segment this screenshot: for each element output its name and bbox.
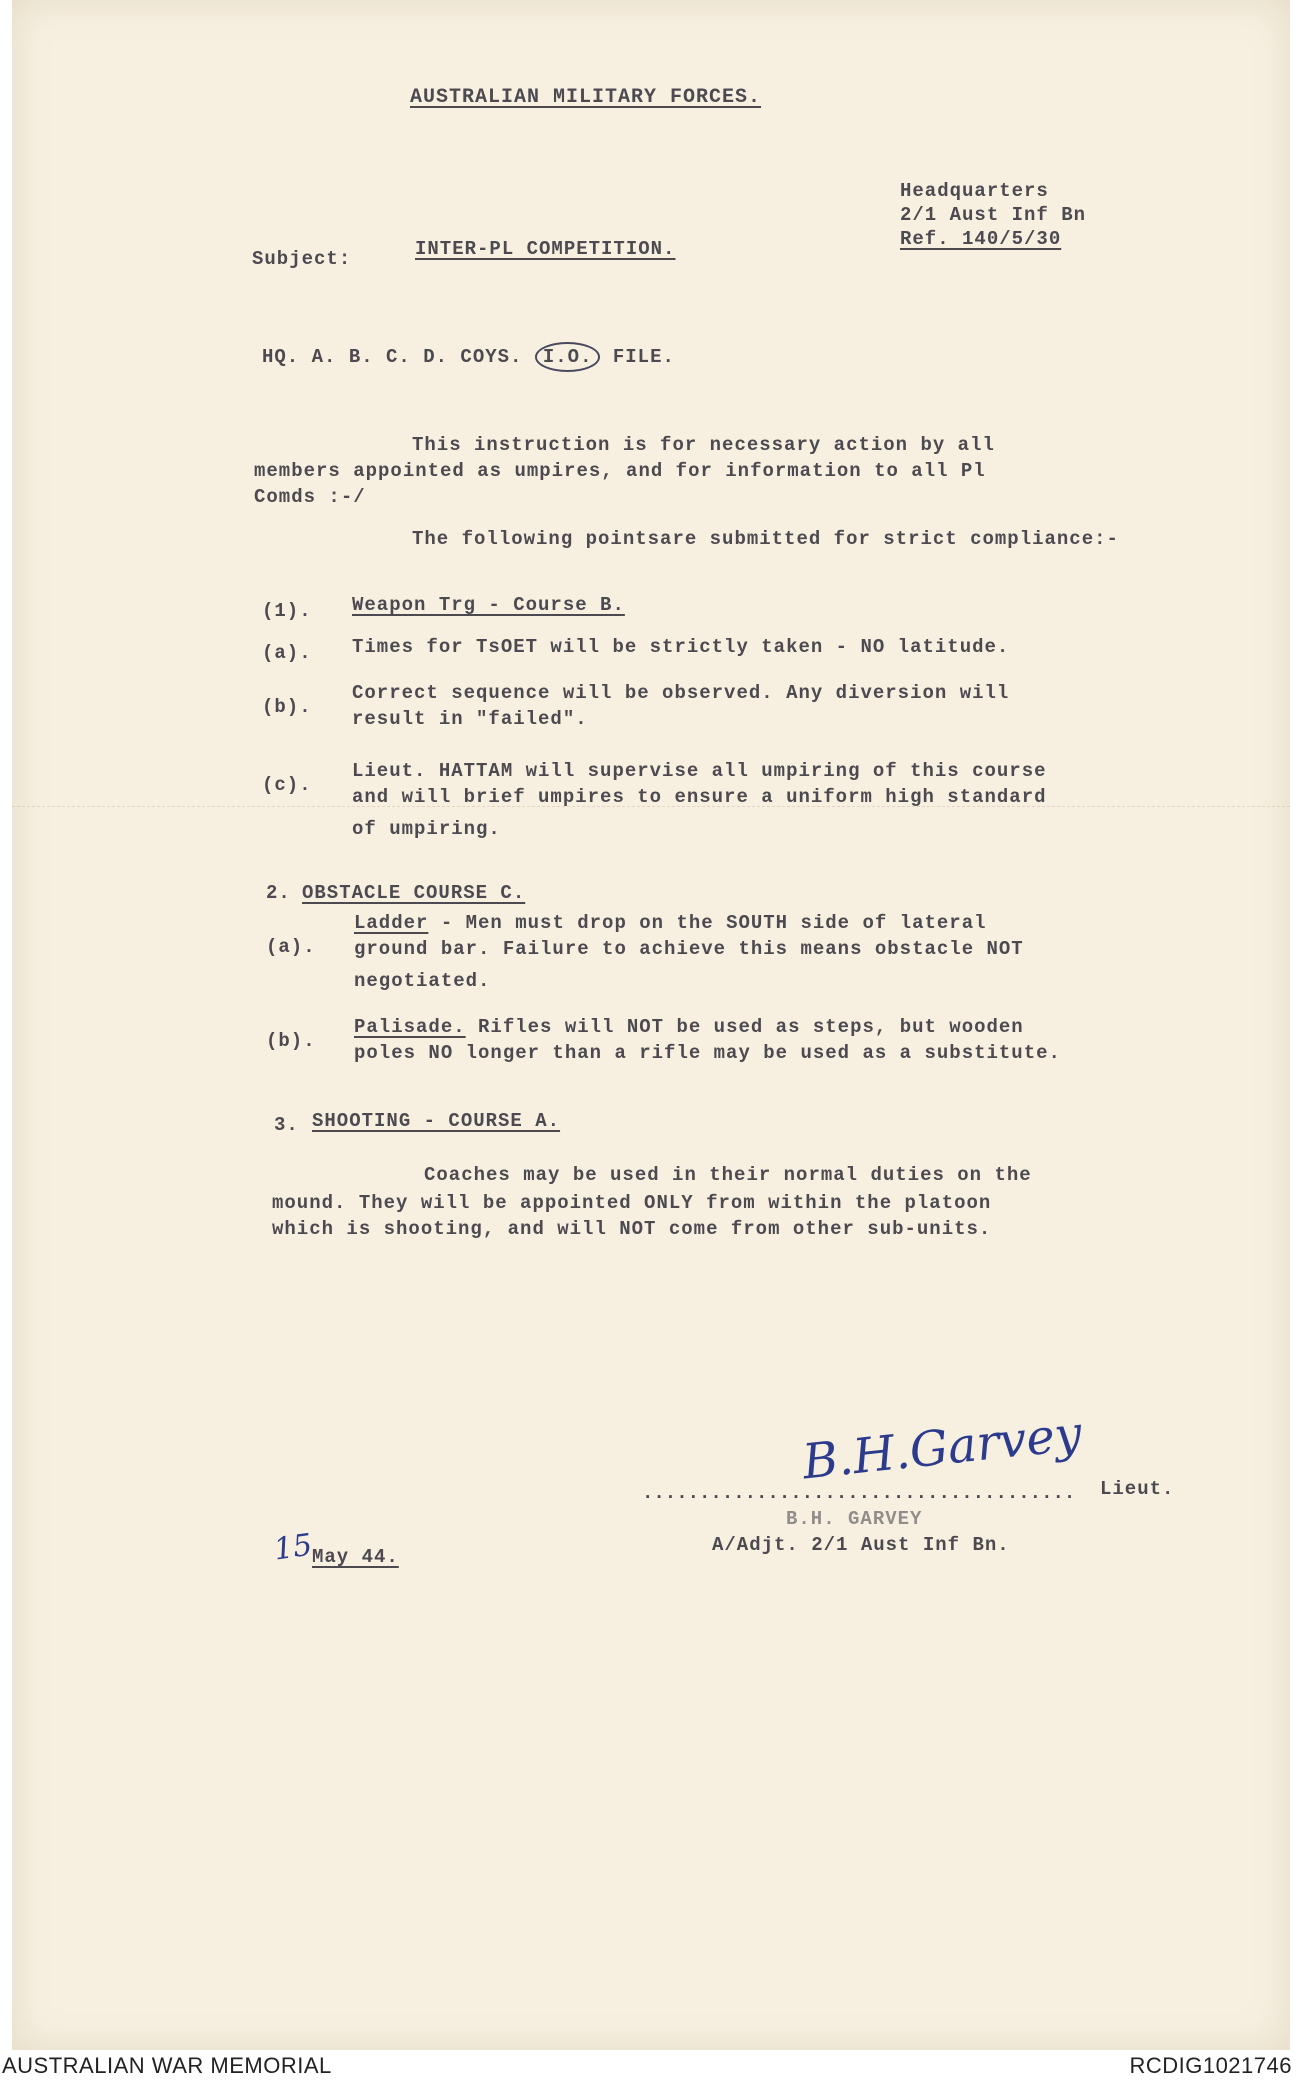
hq-line-1: Headquarters (900, 180, 1049, 202)
section1-item-c-line-1: Lieut. HATTAM will supervise all umpiring of this course (352, 760, 1047, 782)
footer-institution: AUSTRALIAN WAR MEMORIAL (2, 2053, 332, 2078)
intro-line-2: members appointed as umpires, and for information to all Pl (254, 460, 986, 482)
ladder-term: Ladder (354, 912, 429, 934)
handwritten-signature: B.H.Garvey (799, 1405, 1085, 1491)
date-rest: May 44. (312, 1546, 399, 1568)
section3-line-1: Coaches may be used in their normal duties on the (424, 1164, 1032, 1186)
subject-label: Subject: (252, 248, 352, 270)
subject-value: INTER-PL COMPETITION. (415, 238, 676, 260)
section1-number: (1). (262, 600, 312, 622)
section1-item-b-line-2: result in "failed". (352, 708, 588, 730)
distribution-addressees: HQ. A. B. C. D. COYS. (262, 346, 523, 368)
section2-item-b-label: (b). (266, 1030, 316, 1052)
palisade-text: Rifles will NOT be used as steps, but wooden (465, 1016, 1024, 1038)
section3-number: 3. (274, 1114, 299, 1136)
section2-number: 2. (266, 882, 291, 904)
section3-line-3: which is shooting, and will NOT come from other sub-units. (272, 1218, 992, 1240)
section2-item-b-line-1 (354, 1016, 1024, 1038)
distribution-file-text: FILE. (612, 346, 675, 368)
footer-reference: RCDIG1021746 (1129, 2053, 1292, 2078)
section3-line-2: mound. They will be appointed ONLY from within the platoon (272, 1192, 992, 1214)
section2-item-a-line-3: negotiated. (354, 970, 491, 992)
intro-line-3: Comds :-/ (254, 486, 366, 508)
date-day: 15 (271, 1527, 315, 1568)
section1-item-b-label: (b). (262, 696, 312, 718)
signature-dots: ...................................... (642, 1482, 1076, 1504)
hq-line-2: 2/1 Aust Inf Bn (900, 204, 1087, 226)
distribution-circled: I.O. (535, 342, 601, 372)
signatory-name: B.H. GARVEY (786, 1508, 923, 1530)
section1-item-c-line-2: and will brief umpires to ensure a uniform high standard (352, 786, 1047, 808)
document-title: AUSTRALIAN MILITARY FORCES. (410, 86, 762, 109)
section2-item-a-line-1 (354, 912, 987, 934)
intro-line-4: The following pointsare submitted for strict compliance:- (412, 528, 1119, 550)
ladder-text: - Men must drop on the SOUTH side of lateral (428, 912, 987, 934)
section1-item-a-line: Times for TsOET will be strictly taken - NO latitude. (352, 636, 1010, 658)
hq-reference: Ref. 140/5/30 (900, 228, 1062, 250)
palisade-term: Palisade. (354, 1016, 466, 1038)
archive-footer (0, 2050, 1314, 2081)
section2-item-a-line-2: ground bar. Failure to achieve this means obstacle NOT (354, 938, 1024, 960)
section1-item-a-label: (a). (262, 642, 312, 664)
signatory-appointment: A/Adjt. 2/1 Aust Inf Bn. (712, 1534, 1010, 1556)
section2-item-a-label: (a). (266, 936, 316, 958)
section3-heading: SHOOTING - COURSE A. (312, 1110, 561, 1132)
section1-item-c-line-3: of umpiring. (352, 818, 501, 840)
section2-item-b-line-2: poles NO longer than a rifle may be used as a substitute. (354, 1042, 1061, 1064)
document-sheet (12, 0, 1290, 2050)
section1-item-b-line-1: Correct sequence will be observed. Any diversion will (352, 682, 1010, 704)
signature-rank: Lieut. (1100, 1478, 1175, 1500)
distribution-line (262, 342, 675, 372)
section1-heading: Weapon Trg - Course B. (352, 594, 625, 616)
intro-line-1: This instruction is for necessary action by all (412, 434, 995, 456)
section1-item-c-label: (c). (262, 774, 312, 796)
section2-heading: OBSTACLE COURSE C. (302, 882, 526, 904)
